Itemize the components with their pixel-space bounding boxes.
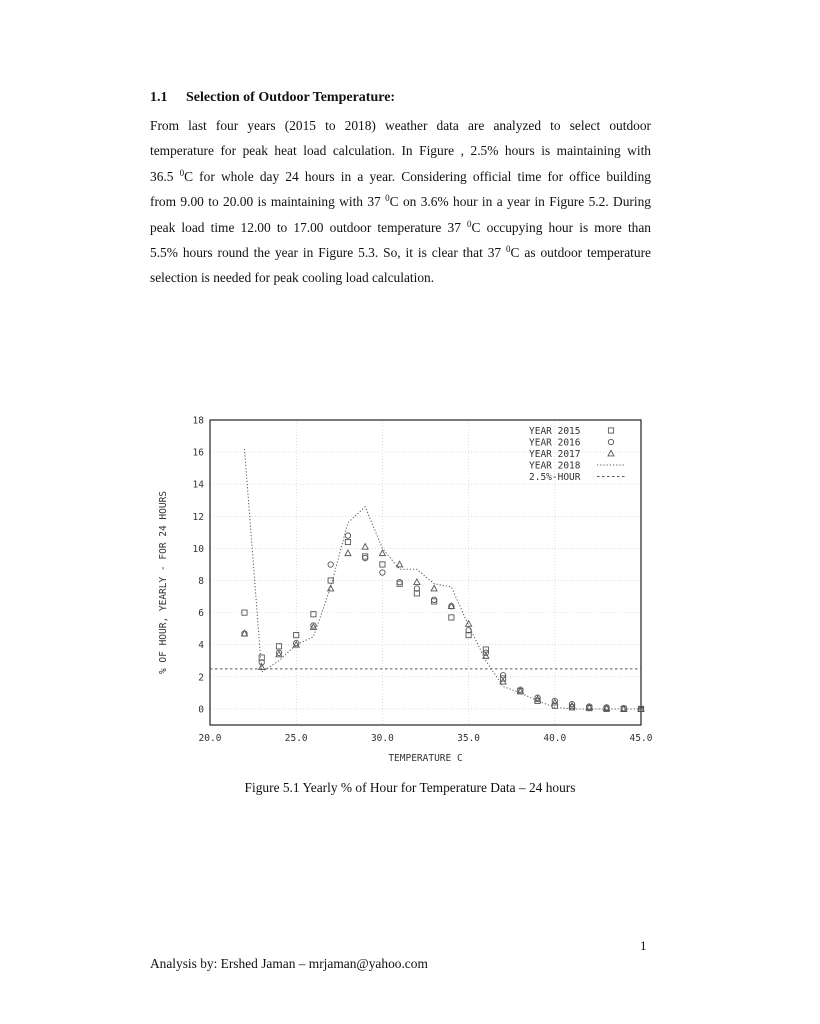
paragraph-line: [150, 189, 651, 214]
degree-superscript: 0: [506, 243, 511, 254]
degree-superscript: 0: [179, 167, 185, 178]
legend-marker-square: [608, 428, 613, 433]
text-run: C on 3.6% hour in a year in Figure 5.2. During: [389, 194, 651, 210]
data-point-circle: [362, 555, 367, 560]
x-axis-label: TEMPERATURE C: [388, 753, 463, 764]
y-tick-label: 2: [198, 672, 204, 684]
text-run: 5.5% hours round the year in Figure 5.3. So, it is clear that 37: [150, 244, 507, 260]
section-number: 1.1: [150, 90, 168, 105]
y-tick-label: 6: [198, 608, 204, 620]
y-tick-label: 8: [198, 576, 204, 588]
body-paragraph: [150, 113, 651, 291]
legend-marker-triangle: [608, 450, 614, 456]
data-point-circle: [500, 673, 505, 678]
paragraph-line: [150, 240, 651, 265]
data-point-triangle: [397, 561, 403, 567]
data-point-square: [345, 539, 350, 544]
x-tick-label: 30.0: [370, 733, 394, 744]
text-run: temperature for peak heat load calculation. In Figure , 2.5% hours is maintaining with: [150, 143, 651, 159]
figure-caption: Figure 5.1 Yearly % of Hour for Temperature Data – 24 hours: [244, 780, 576, 795]
legend-marker-circle: [608, 439, 613, 444]
data-point-triangle: [241, 630, 247, 636]
data-point-square: [449, 615, 454, 620]
paragraph-line: [150, 215, 651, 240]
y-tick-label: 12: [192, 511, 204, 523]
paragraph-line: [150, 138, 651, 163]
section-heading: [150, 90, 395, 106]
text-run: from 9.00 to 20.00 is maintaining with 37: [150, 194, 386, 210]
text-run: selection is needed for peak cooling load calculation.: [150, 270, 435, 286]
legend-label: YEAR 2015: [529, 426, 581, 437]
data-point-triangle: [345, 550, 351, 556]
x-tick-label: 25.0: [284, 733, 308, 744]
y-tick-label: 4: [198, 640, 204, 652]
degree-superscript: 0: [467, 218, 472, 229]
data-point-circle: [328, 562, 333, 567]
legend-label: YEAR 2017: [529, 449, 581, 460]
x-tick-label: 45.0: [629, 733, 653, 744]
y-tick-label: 16: [192, 447, 204, 459]
text-run: C occupying hour is more than: [471, 219, 651, 235]
data-point-circle: [345, 533, 350, 538]
x-tick-label: 40.0: [543, 733, 567, 744]
data-point-triangle: [328, 585, 334, 591]
page-number: 1: [640, 938, 647, 953]
legend-label: YEAR 2018: [529, 460, 581, 472]
data-point-triangle: [431, 585, 437, 591]
legend-label: 2.5%-HOUR: [529, 472, 581, 483]
text-run: From last four years (2015 to 2018) weather data are analyzed to select outdoor: [150, 118, 651, 133]
legend-label: YEAR 2016: [529, 437, 581, 449]
data-point-triangle: [448, 603, 454, 609]
x-tick-label: 20.0: [198, 733, 222, 744]
paragraph-line: [150, 265, 651, 290]
y-tick-label: 14: [192, 479, 204, 491]
degree-superscript: 0: [385, 193, 390, 204]
data-point-triangle: [466, 621, 472, 627]
data-point-triangle: [414, 579, 420, 585]
y-tick-label: 10: [192, 543, 204, 555]
data-point-square: [276, 644, 281, 649]
section-title: Selection of Outdoor Temperature:: [186, 90, 396, 105]
text-run: peak load time 12.00 to 17.00 outdoor temperature 37: [150, 219, 468, 235]
data-point-circle: [431, 597, 436, 602]
y-tick-label: 0: [198, 704, 204, 716]
text-run: C as outdoor temperature: [510, 244, 651, 260]
paragraph-line: [150, 164, 651, 189]
text-run: 36.5: [150, 168, 180, 184]
y-axis-label: % OF HOUR, YEARLY - FOR 24 HOURS: [158, 490, 169, 675]
x-tick-label: 35.0: [457, 733, 481, 744]
data-point-triangle: [362, 544, 368, 550]
page-footer: Analysis by: Ershed Jaman – mrjaman@yahoo.com: [150, 956, 428, 971]
paragraph-line: [150, 113, 651, 138]
temperature-chart: [160, 405, 660, 775]
text-run: C for whole day 24 hours in a year. Considering official time for office building: [184, 168, 651, 184]
series-line-2018: [244, 449, 641, 709]
y-tick-label: 18: [192, 415, 204, 427]
